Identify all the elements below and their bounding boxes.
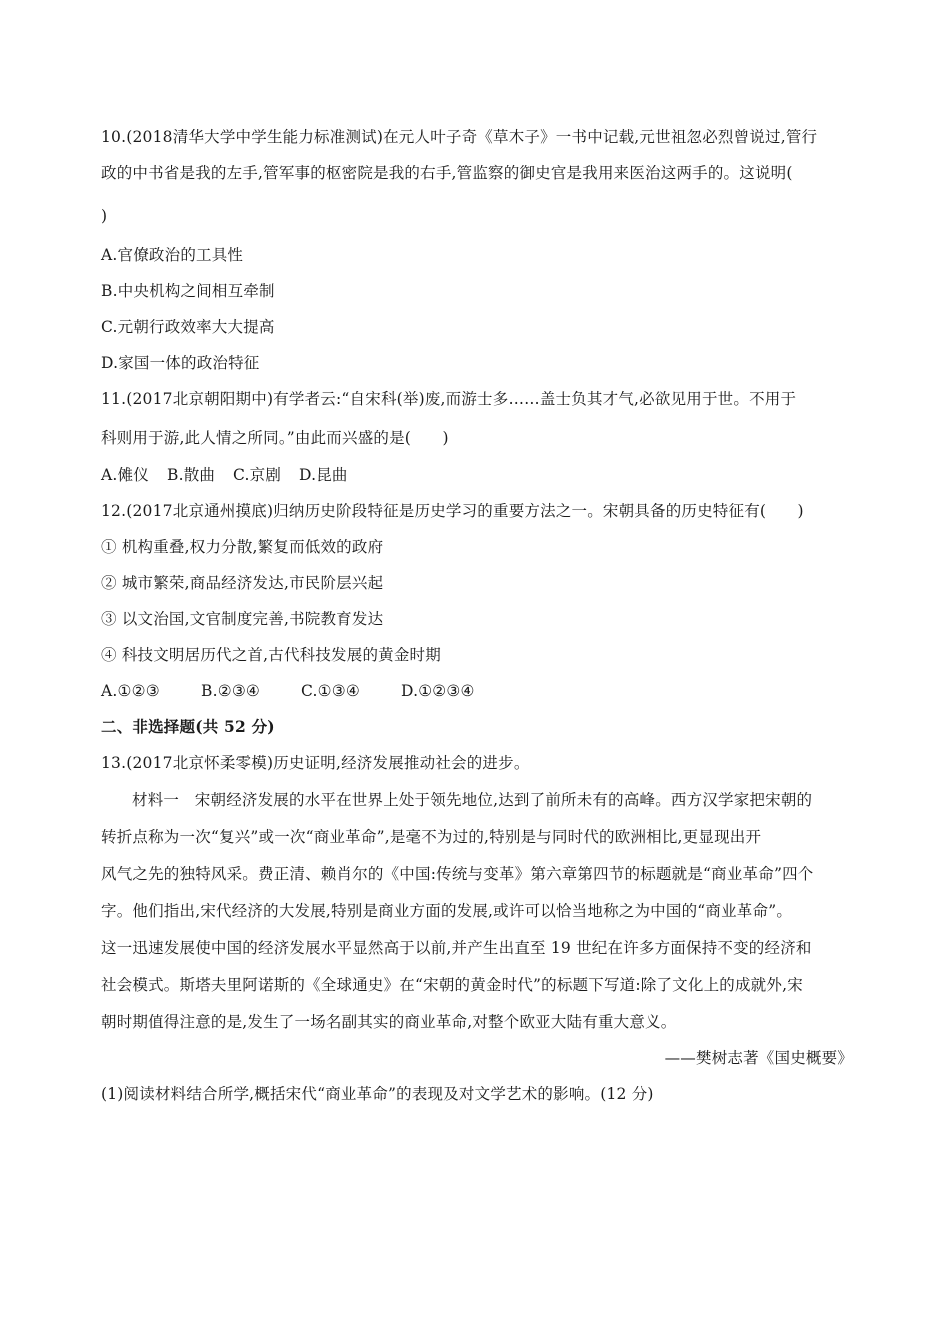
q11-options-row: [101, 464, 853, 486]
q12-option-d: D.①②③④: [401, 682, 475, 700]
q13-source: ——樊树志著《国史概要》: [664, 1049, 853, 1067]
q13-material-line-3: 风气之先的独特风采。费正清、赖肖尔的《中国:传统与变革》第六章第四节的标题就是“商业革命”四个: [101, 865, 814, 883]
q11-stem-line-1: 11.(2017北京朝阳期中)有学者云:“自宋科(举)废,而游士多……盖士负其才气,必欲见用于世。不用于: [101, 390, 797, 408]
q12-stem: 12.(2017北京通州摸底)归纳历史阶段特征是历史学习的重要方法之一。宋朝具备的历史特征有( ): [101, 502, 804, 520]
section-heading: 二、非选择题(共 52 分): [101, 717, 275, 736]
q13-material-line-6: 社会模式。斯塔夫里阿诺斯的《全球通史》在“宋朝的黄金时代”的标题下写道:除了文化上的成就外,宋: [101, 976, 803, 994]
q13-material-line-7: 朝时期值得注意的是,发生了一场名副其实的商业革命,对整个欧亚大陆有重大意义。: [101, 1013, 677, 1031]
q10-option-c: C.元朝行政效率大大提高: [101, 318, 275, 336]
q13-stem: 13.(2017北京怀柔零模)历史证明,经济发展推动社会的进步。: [101, 754, 530, 772]
q12-item-3: ③ 以文治国,文官制度完善,书院教育发达: [101, 610, 384, 628]
q10-option-d: D.家国一体的政治特征: [101, 354, 260, 372]
q11-option-c: C.京剧: [233, 466, 282, 484]
q10-stem-line-1: 10.(2018清华大学中学生能力标准测试)在元人叶子奇《草木子》一书中记载,元世祖忽必烈曾说过,管行: [101, 128, 818, 146]
q12-item-1: ① 机构重叠,权力分散,繁复而低效的政府: [101, 538, 384, 556]
q10-stem-line-3: ): [101, 207, 108, 225]
q12-option-a: A.①②③: [101, 682, 160, 700]
q11-option-d: D.昆曲: [299, 466, 348, 484]
q10-stem-line-2: 政的中书省是我的左手,管军事的枢密院是我的右手,管监察的御史官是我用来医治这两手的。这说明(: [101, 164, 793, 182]
q11-option-a: A.傩仪: [101, 466, 149, 484]
q13-material-line-4: 字。他们指出,宋代经济的大发展,特别是商业方面的发展,或许可以恰当地称之为中国的“商业革命”。: [101, 902, 793, 920]
q13-subquestion-1: (1)阅读材料结合所学,概括宋代“商业革命”的表现及对文学艺术的影响。(12 分): [101, 1085, 654, 1103]
q13-material-line-5: 这一迅速发展使中国的经济发展水平显然高于以前,并产生出直至 19 世纪在许多方面保持不变的经济和: [101, 939, 812, 957]
q10-option-b: B.中央机构之间相互牵制: [101, 282, 275, 300]
q11-stem-line-2: 科则用于游,此人情之所同。”由此而兴盛的是( ): [101, 429, 449, 447]
q12-item-2: ② 城市繁荣,商品经济发达,市民阶层兴起: [101, 574, 384, 592]
q12-options-row: [101, 680, 853, 702]
q10-option-a: A.官僚政治的工具性: [101, 246, 244, 264]
q13-material-line-2: 转折点称为一次“复兴”或一次“商业革命”,是毫不为过的,特别是与同时代的欧洲相比,更显现出开: [101, 828, 762, 846]
q11-option-b: B.散曲: [167, 466, 216, 484]
q13-material-line-1: 材料一 宋朝经济发展的水平在世界上处于领先地位,达到了前所未有的高峰。西方汉学家把宋朝的: [132, 791, 813, 809]
q12-item-4: ④ 科技文明居历代之首,古代科技发展的黄金时期: [101, 646, 441, 664]
q12-option-c: C.①③④: [301, 682, 360, 700]
q12-option-b: B.②③④: [201, 682, 261, 700]
